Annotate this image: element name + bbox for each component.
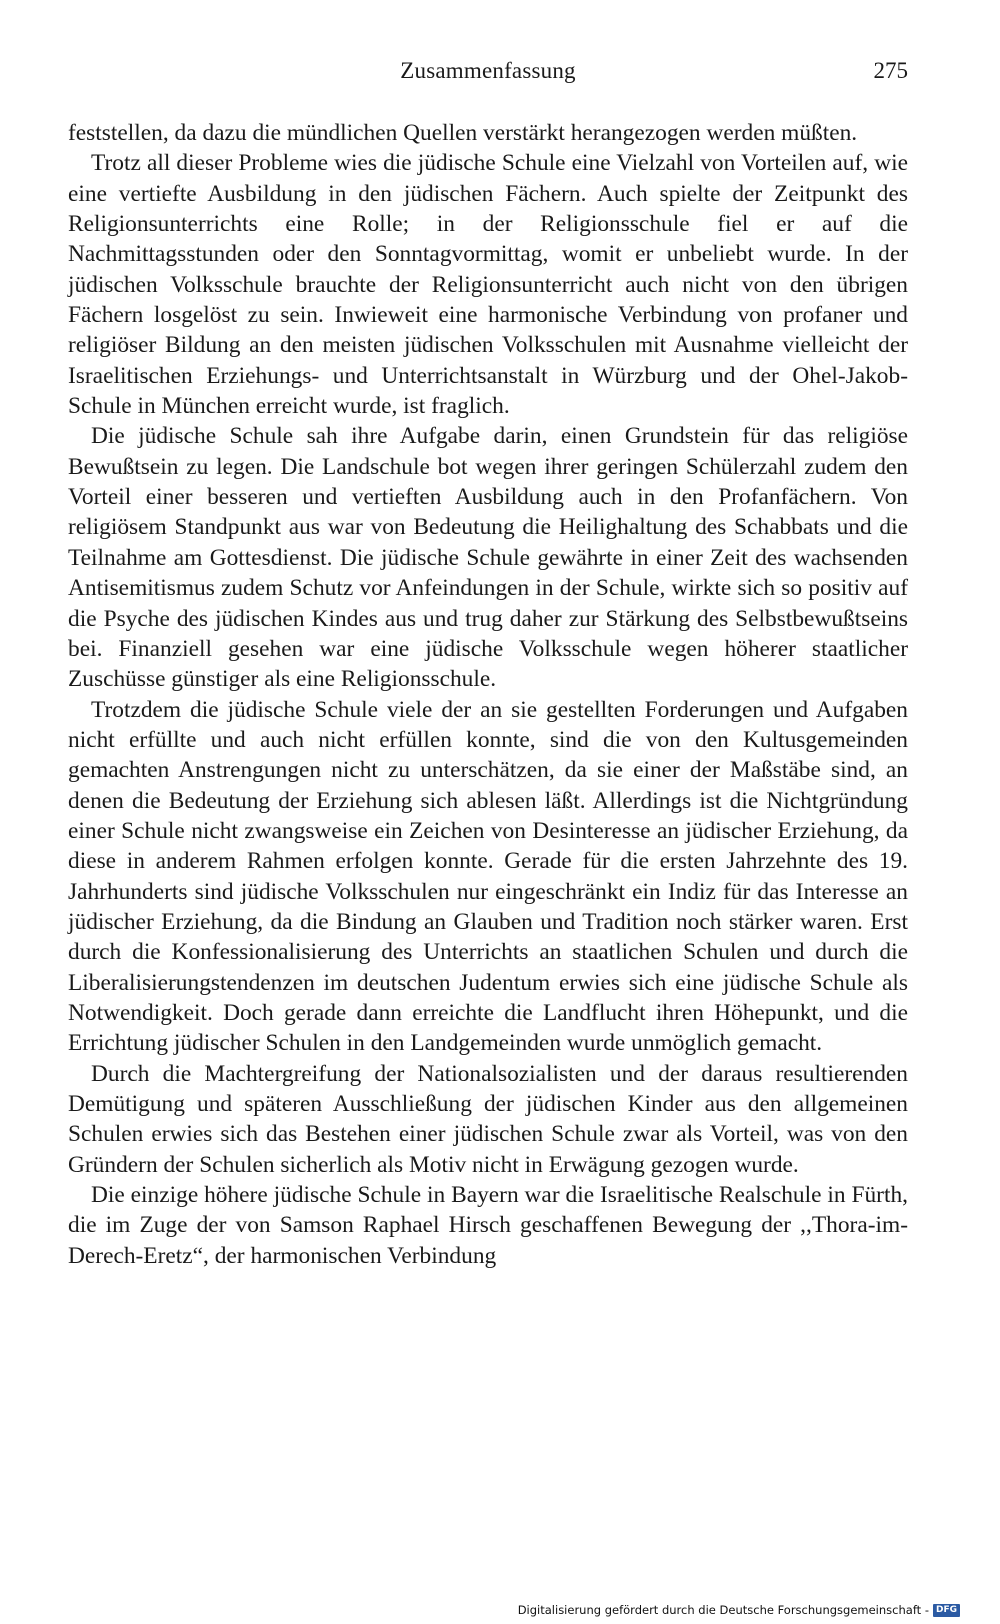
dfg-logo-icon: DFG xyxy=(933,1604,960,1617)
running-header xyxy=(68,58,908,94)
digitization-note: Digitalisierung gefördert durch die Deutsche Forschungsgemeinschaft - xyxy=(517,1603,929,1617)
paragraph: Trotz all dieser Probleme wies die jüdische Schule eine Vielzahl von Vorteilen auf, wie eine vertiefte Ausbildung in den jüdischen Fächern. Auch spielte der Zeitpunkt des Religionsunterrichts eine Rolle; in der Religionsschule fiel er auf die Nachmittagsstunden oder den Sonntagvormittag, womit er unbeliebt wurde. In der jüdischen Volksschule brauchte der Religionsunterricht auch nicht von den übrigen Fächern losgelöst zu sein. Inwieweit eine harmonische Verbindung von profaner und religiöser Bildung an den meisten jüdischen Volksschulen mit Ausnahme vielleicht der Israelitischen Erziehungs- und Unterrichtsanstalt in Würzburg und der Ohel-Jakob-Schule in München erreicht wurde, ist fraglich. xyxy=(68,150,908,420)
paragraph: Die einzige höhere jüdische Schule in Bayern war die Israelitische Realschule in Fürth, die im Zuge der von Samson Raphael Hirsch geschaffenen Bewegung der ,,Thora-im-Derech-Eretz“, der harmonischen Verbindung xyxy=(68,1182,908,1269)
page-number: 275 xyxy=(873,58,908,83)
running-title: Zusammenfassung xyxy=(400,58,576,83)
digitization-footer xyxy=(518,1602,960,1618)
paragraph: feststellen, da dazu die mündlichen Quellen verstärkt herangezogen werden müßten. xyxy=(68,120,858,146)
paragraph: Die jüdische Schule sah ihre Aufgabe darin, einen Grundstein für das religiöse Bewußtsein zu legen. Die Landschule bot wegen ihrer geringen Schülerzahl zudem den Vorteil einer besseren und vertieften Ausbildung auch in den Profanfächern. Von religiösem Standpunkt aus war von Bedeutung die Heilighaltung des Schabbats und die Teilnahme am Gottesdienst. Die jüdische Schule gewährte in einer Zeit des wachsenden Antisemitismus zudem Schutz vor Anfeindungen in der Schule, wirkte sich so positiv auf die Psyche des jüdischen Kindes aus und trug daher zur Stärkung des Selbstbewußtseins bei. Finanziell gesehen war eine jüdische Volksschule wegen höherer staatlicher Zuschüsse günstiger als eine Religionsschule. xyxy=(68,423,908,693)
body-text xyxy=(68,118,908,1271)
paragraph: Trotzdem die jüdische Schule viele der an sie gestellten Forderungen und Aufgaben nicht erfüllte und auch nicht erfüllen konnte, sind die von den Kultusgemeinden gemachten Anstrengungen nicht zu unterschätzen, da sie einer der Maßstäbe sind, an denen die Bedeutung der Erziehung sich ablesen läßt. Allerdings ist die Nichtgründung einer Schule nicht zwangsweise ein Zeichen von Desinteresse an jüdischer Erziehung, da diese in anderem Rahmen erfolgen konnte. Gerade für die ersten Jahrzehnte des 19. Jahrhunderts sind jüdische Volksschulen nur eingeschränkt ein Indiz für das Interesse an jüdischer Erziehung, da die Bindung an Glauben und Tradition noch stärker waren. Erst durch die Konfessionalisierung des Unterrichts an staatlichen Schulen und durch die Liberalisierungstendenzen im deutschen Judentum erwies sich eine jüdische Schule als Notwendigkeit. Doch gerade dann erreichte die Landflucht ihren Höhepunkt, und die Errichtung jüdischer Schulen in den Landgemeinden wurde unmöglich gemacht. xyxy=(68,696,908,1057)
paragraph: Durch die Machtergreifung der Nationalsozialisten und der daraus resultierenden Demütigung und späteren Ausschließung der jüdischen Kinder aus den allgemeinen Schulen erwies sich das Bestehen einer jüdischen Schule zwar als Vorteil, was von den Gründern der Schulen sicherlich als Motiv nicht in Erwägung gezogen wurde. xyxy=(68,1060,908,1178)
